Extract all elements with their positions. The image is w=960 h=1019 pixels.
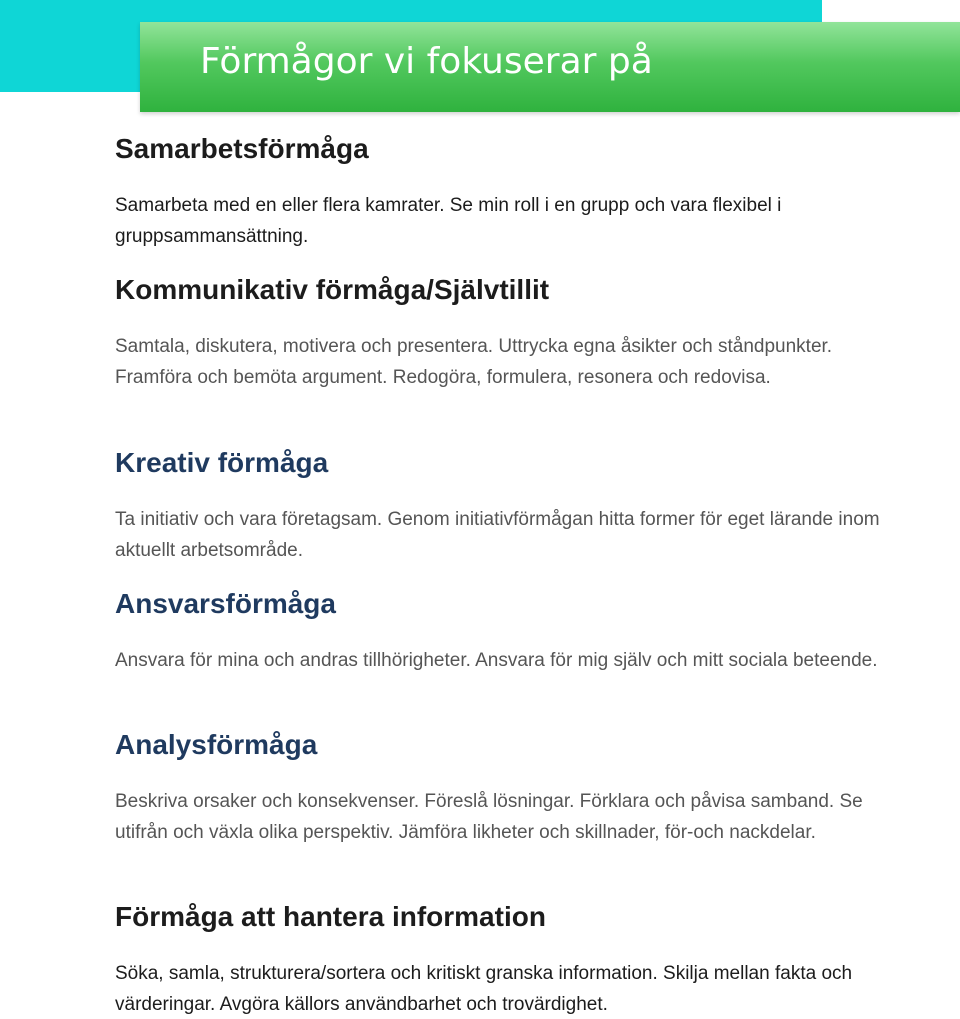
section-text: Beskriva orsaker och konsekvenser. Föreslå lösningar. Förklara och påvisa samband. Se utifrån och växla olika perspektiv. Jämföra likheter och skillnader, för-och nackdelar. [115, 791, 863, 843]
section-hantera-information [115, 900, 895, 1019]
section-heading: Kommunikativ förmåga/Självtillit [115, 274, 550, 305]
section-heading: Ansvarsförmåga [115, 588, 336, 619]
section-kommunikativ-formaga [115, 273, 895, 393]
section-text: Söka, samla, strukturera/sortera och kritiskt granska information. Skilja mellan fakta och värderingar. Avgöra källors användbarhet och trovärdighet. [115, 963, 853, 1015]
section-ansvarsformaga [115, 587, 895, 676]
section-text: Ansvara för mina och andras tillhörigheter. Ansvara för mig själv och mitt sociala beteende. [115, 650, 878, 671]
section-kreativ-formaga [115, 446, 895, 566]
page-title: Förmågor vi fokuserar på [200, 41, 653, 82]
section-text: Ta initiativ och vara företagsam. Genom initiativförmågan hitta former för eget lärande inom aktuellt arbetsområde. [115, 509, 880, 561]
section-samarbetsformaga [115, 132, 895, 252]
section-heading: Analysförmåga [115, 729, 318, 760]
section-text: Samarbeta med en eller flera kamrater. Se min roll i en grupp och vara flexibel i gruppsammansättning. [115, 195, 782, 247]
section-heading: Kreativ förmåga [115, 447, 329, 478]
section-heading: Förmåga att hantera information [115, 901, 546, 932]
section-heading: Samarbetsförmåga [115, 133, 369, 164]
section-text: Samtala, diskutera, motivera och presentera. Uttrycka egna åsikter och ståndpunkter. Framföra och bemöta argument. Redogöra, formulera, resonera och redovisa. [115, 336, 833, 388]
section-analysformaga [115, 728, 895, 848]
